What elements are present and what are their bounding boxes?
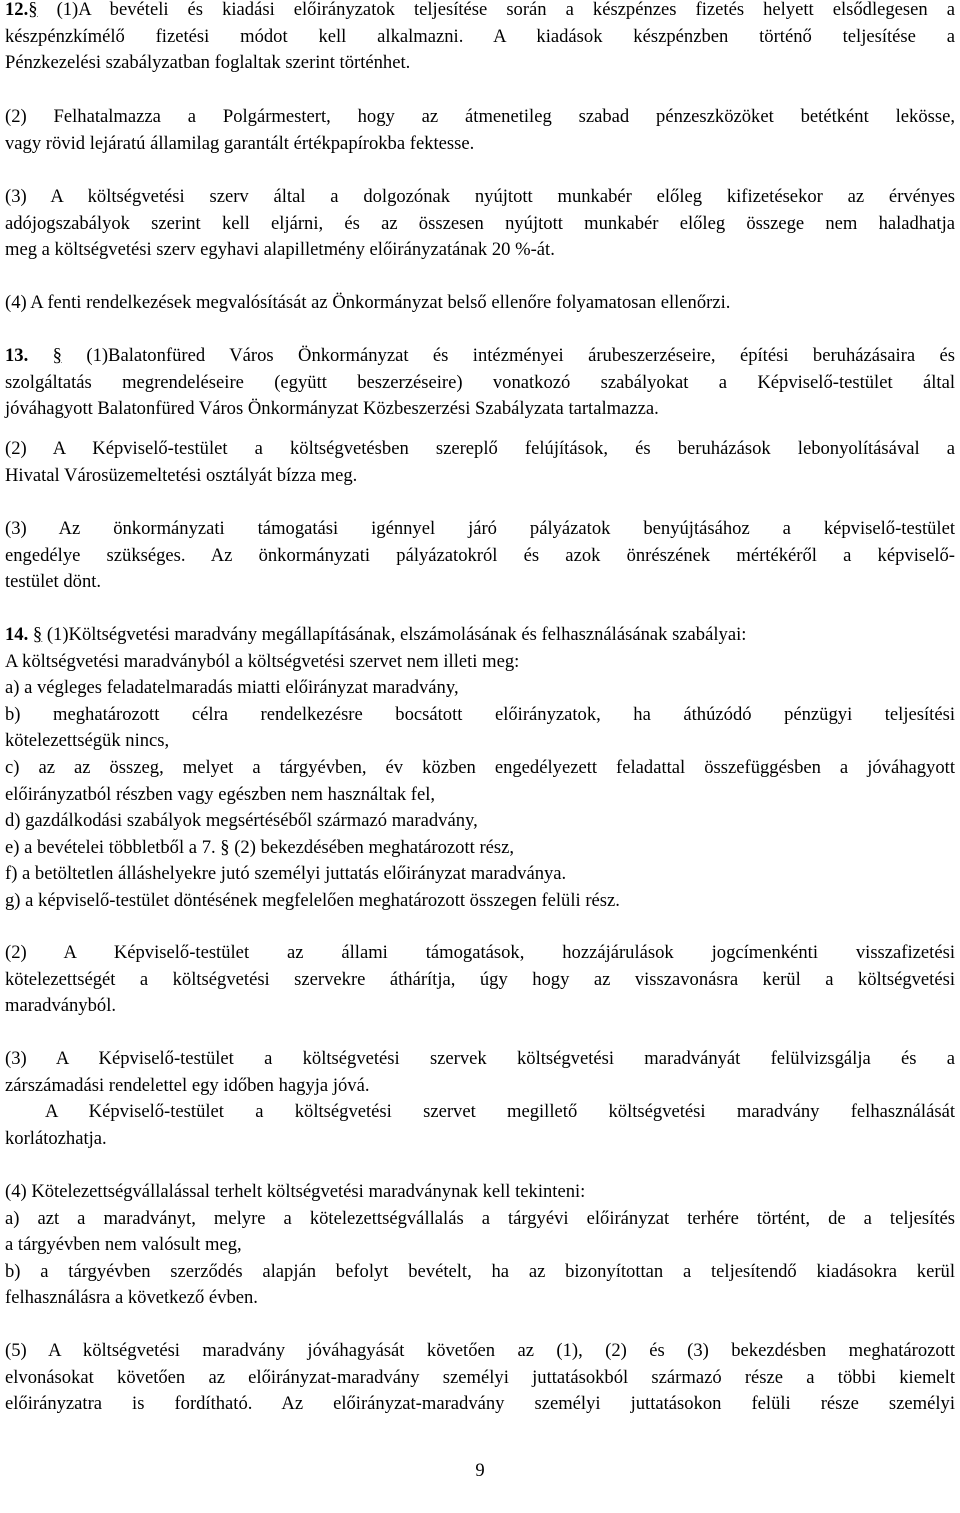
section-sign: § xyxy=(32,624,43,645)
section-14-para-2: (2) A Képviselő-testület az állami támogatások, hozzájárulások jogcímenkénti visszafizetési kötelezettségét a költségvetési szervekre áthárítja, úgy hogy az visszavonásra kerül a költségvetési maradványból. xyxy=(5,942,955,1017)
section-13-para-3: (3) Az önkormányzati támogatási igénnyel járó pályázatok benyújtásához a képviselő-testület engedélye szükséges. Az önkormányzati pályázatokról és azok önrészének mértékéről a képviselő- testület dönt. xyxy=(5,518,955,593)
section-12-number: 12. xyxy=(5,0,29,20)
section-12-para-2: (2) Felhatalmazza a Polgármestert, hogy az átmenetileg szabad pénzeszközöket betétként lekösse, vagy rövid lejáratú államilag garantált értékpapírokba fektesse. xyxy=(5,106,955,154)
section-sign: § xyxy=(52,345,62,366)
list-item: g) a képviselő-testület döntésének megfelelően meghatározott összegen felüli rész. xyxy=(5,889,620,911)
section-14-number: 14. xyxy=(5,624,29,645)
section-12-para-4: (4) A fenti rendelkezések megvalósítását az Önkormányzat belső ellenőre folyamatosan ellenőrzi. xyxy=(5,292,731,313)
page-number: 9 xyxy=(475,1460,485,1481)
section-12-para-1: 12.§ (1)A bevételi és kiadási előirányzatok teljesítése során a készpénzes fizetés helyett elsődlegesen a készpénzkímélő fizetési módot kell alkalmazni. A kiadások készpénzben történő teljesítése a Pénzkezelési szabályzatban foglaltak szerint történhet. xyxy=(5,0,955,74)
section-14-para-5: (5) A költségvetési maradvány jóváhagyását követően az (1), (2) és (3) bekezdésben meghatározott elvonásokat követően az előirányzat-maradvány személyi juttatásokból származó része a többi kiemelt előirányzatra is fordítható. Az előirányzat-maradvány személyi juttatásokon felüli része személyi xyxy=(5,1340,955,1415)
list-item: e) a bevételei többletből a 7. § (2) bekezdésében meghatározott rész, xyxy=(5,836,515,858)
section-sign: § xyxy=(28,0,38,20)
section-13-number: 13. xyxy=(5,345,29,366)
list-item: f) a betöltetlen álláshelyekre jutó személyi juttatás előirányzat maradványa. xyxy=(5,863,567,885)
list-item: c) az az összeg, melyet a tárgyévben, év közben engedélyezett feladattal összefüggésben a jóváhagyott xyxy=(5,756,955,778)
list-item: a) a végleges feladatelmaradás miatti előirányzat maradvány, xyxy=(5,677,459,699)
section-13-para-2: (2) A Képviselő-testület a költségvetésben szereplő felújítások, és beruházások lebonyolításával a Hivatal Városüzemeltetési osztályát bízza meg. xyxy=(5,438,955,486)
list-item: b) meghatározott célra rendelkezésre bocsátott előirányzatok, ha áthúzódó pénzügyi teljesítési xyxy=(5,703,955,725)
section-14-para-1: 14. § (1)Költségvetési maradvány megállapításának, elszámolásának és felhasználásának szabályai: A költségvetési maradványból a költségvetési szervet nem illeti meg: a) a végleges feladatelmaradás miatti előirányzat maradvány, b) meghatározott célra rendelkezésre bocsátott előirányzatok, ha áthúzódó pénzügyi teljesítési kötelezettségük nincs, c) az az összeg, melyet a tárgyévben, év közben engedélyezett feladattal összefüggésben a jóváhagyott előirányzatból részben vagy egészben nem használtak fel, d) gazdálkodási szabályok megsértéséből származó maradvány, e) a bevételei többletből a 7. § (2) bekezdésében meghatározott rész, f) a betöltetlen álláshelyekre jutó személyi juttatás előirányzat maradványa. g) a képviselő-testület döntésének megfelelően meghatározott összegen felüli rész. xyxy=(5,622,955,915)
list-item: a) azt a maradványt, melyre a kötelezettségvállalás a tárgyévi előirányzat terhére történt, de a teljesítés xyxy=(5,1207,955,1229)
section-14-para-4: (4) Kötelezettségvállalással terhelt költségvetési maradványnak kell tekinteni: a) azt a maradványt, melyre a kötelezettségvállalás a tárgyévi előirányzat terhére történt, de a teljesítés a tárgyévben nem valósult meg, b) a tárgyévben szerződés alapján befolyt bevételt, ha az bizonyítottan a teljesítendő kiadásokra kerül felhasználásra a következő évben. xyxy=(5,1181,955,1309)
section-12-para-3: (3) A költségvetési szerv által a dolgozónak nyújtott munkabér előleg kifizetésekor az érvényes adójogszabályok szerint kell eljárni, és az összesen nyújtott munkabér előleg összege nem haladhatja meg a költségvetési szerv egyhavi alapilletmény előirányzatának 20 %-át. xyxy=(5,186,955,261)
section-14-para-3: (3) A Képviselő-testület a költségvetési szervek költségvetési maradványát felülvizsgálja és a zárszámadási rendelettel egy időben hagyja jóvá. A Képviselő-testület a költségvetési szervet megillető költségvetési maradvány felhasználását korlátozhatja. xyxy=(5,1048,955,1149)
list-item: d) gazdálkodási szabályok megsértéséből származó maradvány, xyxy=(5,810,478,832)
section-13-para-1: 13. § (1)Balatonfüred Város Önkormányzat és intézményei árubeszerzéseire, építési beruházásaira és szolgáltatás megrendeléseire (együtt beszerzéseire) vonatkozó szabályokat a Képviselő-testület által jóváhagyott Balatonfüred Város Önkormányzat Közbeszerzési Szabályzata tartalmazza. xyxy=(5,345,956,420)
list-item: b) a tárgyévben szerződés alapján befolyt bevételt, ha az bizonyítottan a teljesítendő kiadásokra kerül xyxy=(5,1260,955,1282)
